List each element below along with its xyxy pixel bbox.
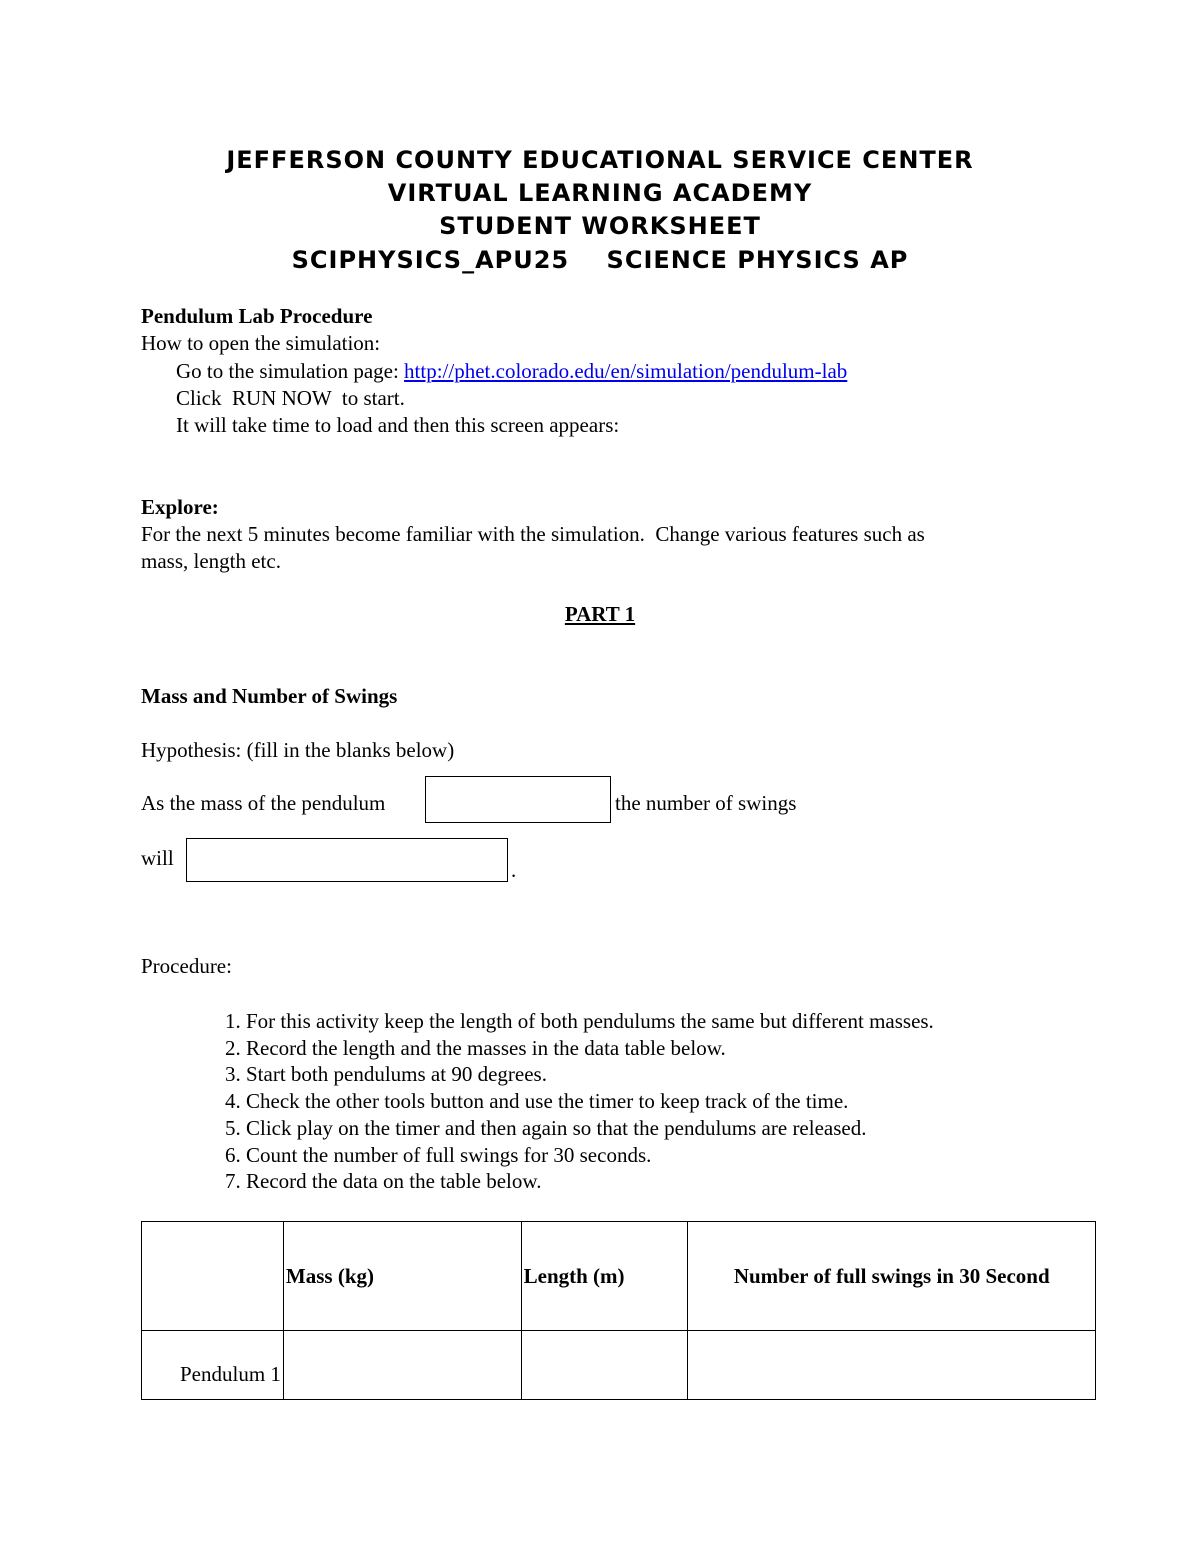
procedure-steps [190, 1008, 934, 1195]
explore-line-1: For the next 5 minutes become familiar with the simulation. Change various features such as [141, 522, 925, 546]
how-to-open-text: How to open the simulation: [141, 331, 381, 355]
go-to-text: Go to the simulation page: [176, 359, 405, 383]
procedure-step: 1. For this activity keep the length of both pendulums the same but different masses. [246, 1008, 934, 1035]
explore-title: Explore: [141, 495, 219, 519]
swings-change-blank[interactable] [186, 838, 508, 882]
procedure-title: Pendulum Lab Procedure [141, 304, 373, 328]
table-row [142, 1331, 1096, 1400]
go-to-line [176, 361, 847, 382]
header-line-1: JEFFERSON COUNTY EDUCATIONAL SERVICE CENTER [226, 146, 974, 174]
hypothesis-sentence-b: the number of swings [615, 791, 797, 815]
table-header-cell [142, 1222, 284, 1331]
table-header-mass: Mass (kg) [283, 1222, 521, 1331]
header-line-3: STUDENT WORKSHEET [439, 212, 761, 240]
procedure-step: 2. Record the length and the masses in the data table below. [246, 1035, 934, 1062]
row-label-pendulum-1: Pendulum 1 [142, 1331, 284, 1400]
mass-cell[interactable] [283, 1331, 521, 1400]
header-line-4: SCIPHYSICS_APU25 SCIENCE PHYSICS AP [291, 246, 909, 274]
swings-cell[interactable] [688, 1331, 1096, 1400]
hypothesis-sentence-a: As the mass of the pendulum [141, 791, 386, 815]
part-heading [0, 604, 1200, 625]
data-table [141, 1221, 1096, 1400]
procedure-step: 5. Click play on the timer and then again so that the pendulums are released. [246, 1115, 934, 1142]
procedure-step: 3. Start both pendulums at 90 degrees. [246, 1061, 934, 1088]
simulation-link[interactable]: http://phet.colorado.edu/en/simulation/pendulum-lab [404, 359, 848, 383]
table-header-row [142, 1222, 1096, 1331]
table-header-swings: Number of full swings in 30 Second [688, 1222, 1096, 1331]
load-text: It will take time to load and then this screen appears: [176, 413, 620, 437]
table-header-length: Length (m) [521, 1222, 688, 1331]
hypothesis-text: Hypothesis: (fill in the blanks below) [141, 738, 455, 762]
procedure-label: Procedure: [141, 954, 232, 978]
mass-section-title: Mass and Number of Swings [141, 684, 398, 708]
header-line-2: VIRTUAL LEARNING ACADEMY [387, 179, 813, 207]
length-cell[interactable] [521, 1331, 688, 1400]
procedure-step: 7. Record the data on the table below. [246, 1168, 934, 1195]
sentence-period: . [511, 858, 517, 882]
procedure-step: 6. Count the number of full swings for 30 seconds. [246, 1142, 934, 1169]
click-run-text: Click RUN NOW to start. [176, 386, 405, 410]
part-label: PART 1 [564, 602, 636, 626]
procedure-step: 4. Check the other tools button and use the timer to keep track of the time. [246, 1088, 934, 1115]
mass-change-blank[interactable] [425, 776, 611, 823]
explore-line-2: mass, length etc. [141, 549, 281, 573]
hypothesis-sentence-c: will [141, 846, 174, 870]
